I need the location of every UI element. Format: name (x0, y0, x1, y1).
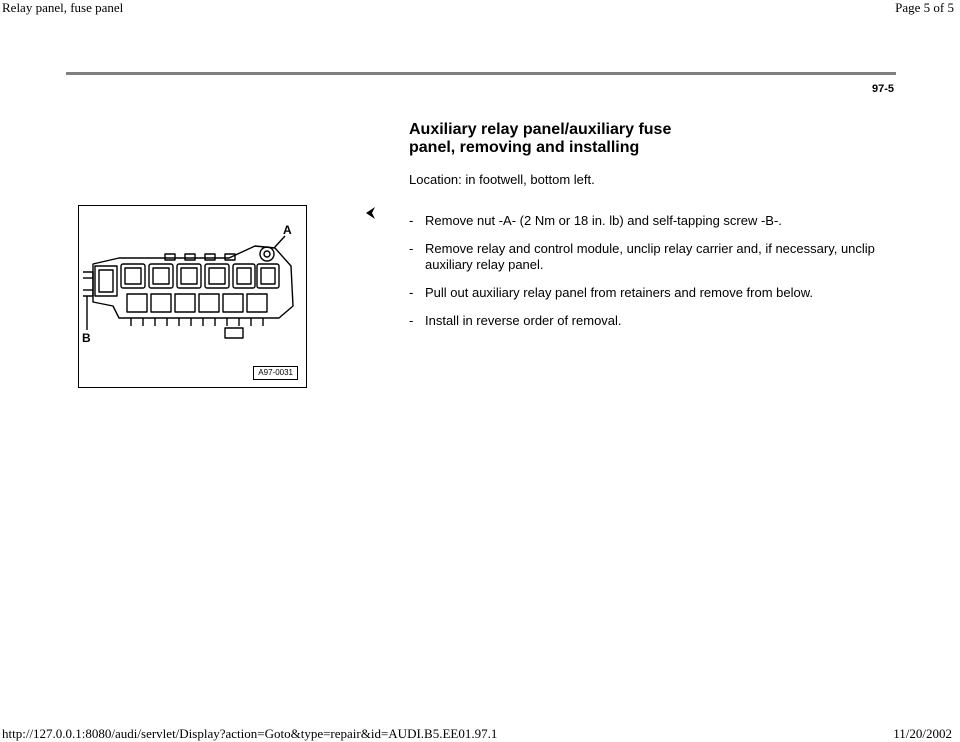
step-text: Remove relay and control module, unclip relay carrier and, if necessary, unclip auxiliary relay panel. (425, 241, 875, 272)
location-text: Location: in footwell, bottom left. (409, 172, 595, 187)
step-dash: - (409, 241, 414, 256)
header-rule (66, 72, 896, 75)
instruction-step (409, 285, 889, 301)
relay-panel-figure (78, 205, 307, 388)
document-title: Relay panel, fuse panel (2, 0, 124, 15)
callout-b: B (82, 331, 91, 345)
step-text: Pull out auxiliary relay panel from retainers and remove from below. (425, 285, 814, 300)
page-indicator: Page 5 of 5 (895, 0, 954, 15)
instruction-step (409, 213, 889, 229)
instruction-step (409, 241, 889, 273)
page-number: 97-5 (871, 83, 894, 95)
step-dash: - (409, 313, 414, 328)
step-text: Remove nut -A- (2 Nm or 18 in. lb) and self-tapping screw -B-. (425, 213, 782, 228)
instruction-step (409, 313, 889, 329)
relay-panel-drawing (79, 206, 306, 387)
step-dash: - (409, 285, 414, 300)
footer-url: http://127.0.0.1:8080/audi/servlet/Display?action=Goto&type=repair&id=AUDI.B5.EE01.97.1 (2, 726, 498, 741)
step-text: Install in reverse order of removal. (425, 313, 622, 328)
figure-id: A97-0031 (253, 366, 298, 380)
section-title: Auxiliary relay panel/auxiliary fuse panel, removing and installing (409, 121, 672, 156)
callout-a: A (283, 223, 292, 237)
footer-date: 11/20/2002 (893, 726, 952, 741)
step-dash: - (409, 213, 414, 228)
pointer-arrow-icon (363, 205, 379, 221)
instruction-list (409, 213, 889, 341)
